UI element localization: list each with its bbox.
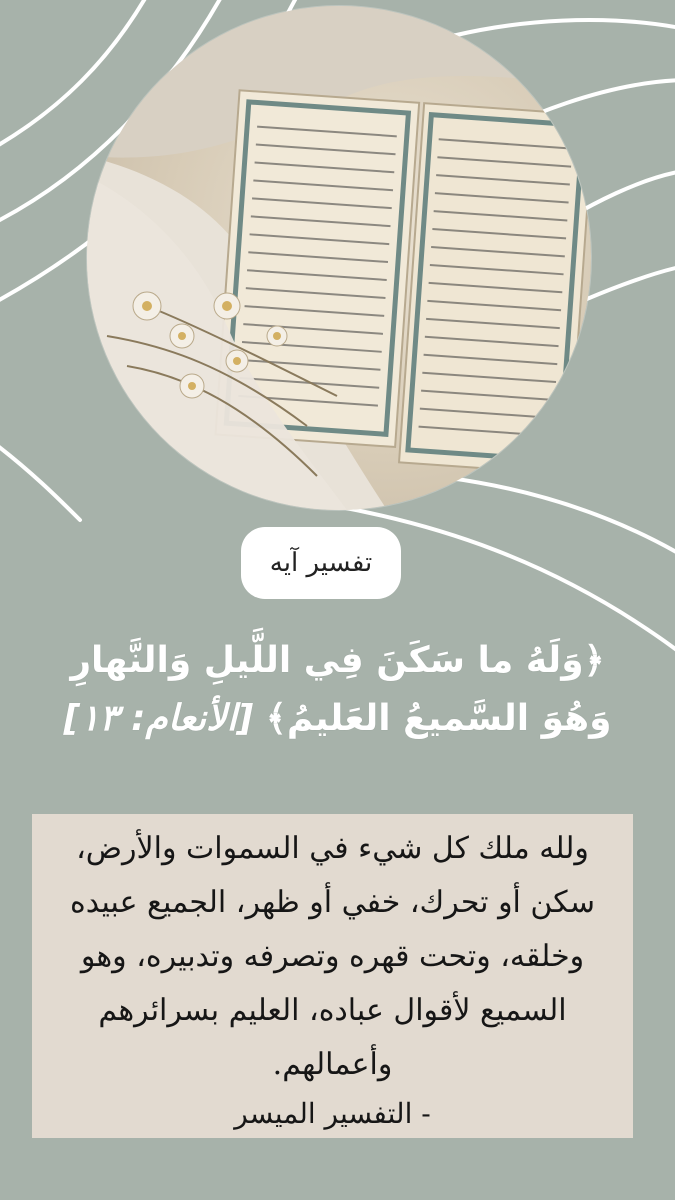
verse-line-2-text: وَهُوَ السَّميعُ العَليمُ﴾ xyxy=(265,698,612,739)
tafsir-box xyxy=(32,814,633,1138)
quran-verse xyxy=(20,632,655,748)
verse-reference: [الأنعام: ١٣] xyxy=(63,698,254,739)
quran-photo xyxy=(87,6,591,510)
tafsir-source: - التفسير الميسر xyxy=(234,1097,431,1130)
verse-line-2 xyxy=(20,690,655,748)
title-badge xyxy=(241,527,401,599)
tafsir-body: ولله ملك كل شيء في السموات والأرض، سكن أو تحرك، خفي أو ظهر، الجميع عبيده وخلقه، وتحت قهره وتصرفه وتدبيره، وهو السميع لأقوال عباده، العليم بسرائرهم وأعمالهم. xyxy=(70,831,595,1082)
verse-line-1: ﴿وَلَهُ ما سَكَنَ فِي اللَّيلِ وَالنَّهارِ xyxy=(70,640,605,681)
page-title: تفسير آيه xyxy=(269,548,373,578)
quran-book-illustration xyxy=(87,6,591,510)
